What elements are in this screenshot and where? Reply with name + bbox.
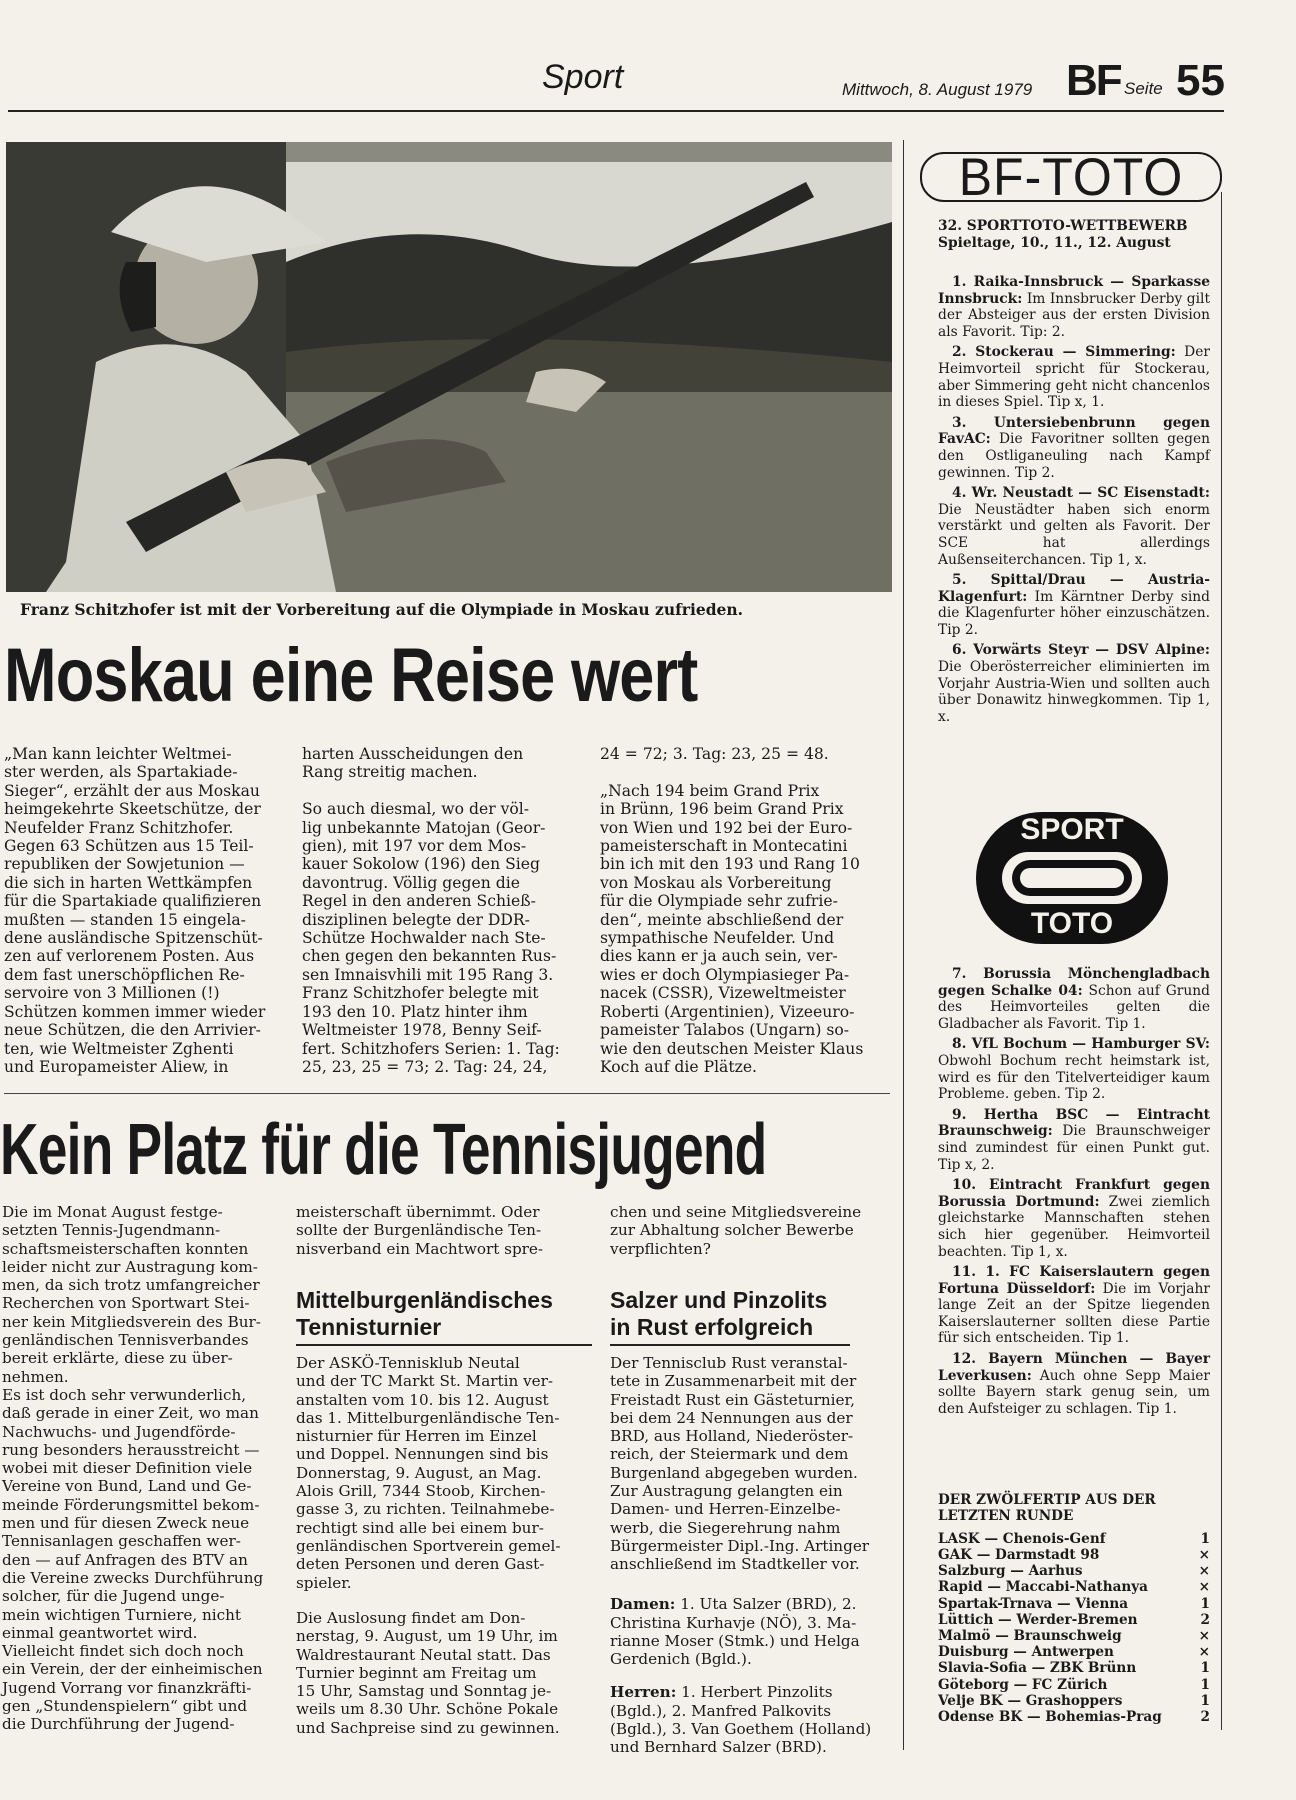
result-tip: 2 — [1200, 1611, 1210, 1628]
toto-tip: 6. Vorwärts Steyr — DSV Alpine: Die Oberösterreicher eliminierten im Vorjahr Austria-Wien und sollten auch über Donawitz hinwegkommen. Tip 1, x. — [938, 642, 1210, 725]
result-row — [938, 1612, 1210, 1628]
toto-tip: 8. VfL Bochum — Hamburger SV: Obwohl Bochum recht heimstark ist, wird es für den Titelverteidiger kaum Probleme. geben. Tip 2. — [938, 1036, 1210, 1103]
result-row — [938, 1563, 1210, 1579]
logo-sport-text: SPORT — [1020, 813, 1124, 846]
result-match: GAK — Darmstadt 98 — [938, 1547, 1100, 1564]
result-tip: × — [1198, 1563, 1210, 1580]
result-row — [938, 1693, 1210, 1709]
article-moskau-col1: „Man kann leichter Weltmei- ster werden, als Spartakiade- Sieger“, erzählt der aus Moskau heimgekehrte Skeetschütze, der Neufelder Franz Schitzhofer. Gegen 63 Schützen aus 15 Teil- republiken der Sowjetunion — die sich in harten Wettkämpfen für die Spartakiade qualifizieren mußten — standen 15 eingela- dene ausländische Spitzenschüt- zen auf verlorenem Posten. Aus dem fast unerschöpflichen Re- servoire von 3 Millionen (!) Schützen kommen immer wieder neue Schützen, die den Arrivier- ten, wie Weltmeister Zghenti und Europameister Aliew, in — [4, 745, 266, 1076]
photo-shooter-image — [6, 142, 892, 592]
subhead-mittelburgenland: Mittelburgenländisches Tennisturnier — [296, 1287, 592, 1346]
result-tip: × — [1198, 1628, 1210, 1645]
column-rule — [1221, 192, 1222, 1730]
result-match: Rapid — Maccabi-Nathanya — [938, 1579, 1148, 1596]
photo-shooter — [6, 142, 892, 592]
result-tip: × — [1198, 1579, 1210, 1596]
header-rule — [8, 110, 1224, 112]
results-list — [938, 1531, 1210, 1725]
result-tip: 1 — [1200, 1676, 1210, 1693]
toto-tips-b — [938, 966, 1210, 1421]
result-tip: 1 — [1200, 1692, 1210, 1709]
results-title: DER ZWÖLFERTIP AUS DER LETZTEN RUNDE — [938, 1492, 1156, 1525]
result-tip: 1 — [1200, 1530, 1210, 1547]
herren-label: Herren: — [610, 1683, 677, 1702]
toto-tip: 10. Eintracht Frankfurt gegen Borussia Dortmund: Zwei ziemlich gleichstarke Mannschaften stehen sich hier gegenüber. Heimvorteil beachten. Tip 1, x. — [938, 1177, 1210, 1260]
page-label: Seite — [1124, 79, 1163, 98]
result-match: Göteborg — FC Zürich — [938, 1676, 1108, 1693]
result-tip: 1 — [1200, 1595, 1210, 1612]
article-moskau-col3: 24 = 72; 3. Tag: 23, 25 = 48. „Nach 194 beim Grand Prix in Brünn, 196 beim Grand Prix von Wien und 192 bei der Euro- pameisterschaft in Montecatini bin ich mit den 193 und Rang 10 von Moskau als Vorbereitung für die Olympiade sehr zufrie- den“, meinte abschließend der sympathische Neufelder. Und dies kann er ja auch sein, ver- wies er doch Olympiasieger Pa- nacek (CSSR), Vizeweltmeister Roberti (Argentinien), Vizeeuro- pameister Talabos (Ungarn) so- wie den deutschen Meister Klaus Koch auf die Plätze. — [600, 745, 864, 1076]
result-match: Malmö — Braunschweig — [938, 1628, 1122, 1645]
result-tip: × — [1198, 1644, 1210, 1661]
section-title: Sport — [542, 58, 624, 96]
result-match: Odense BK — Bohemias-Prag — [938, 1709, 1162, 1726]
result-row — [938, 1660, 1210, 1676]
result-row — [938, 1709, 1210, 1725]
toto-title: BF-TOTO — [958, 147, 1184, 207]
toto-tip: 5. Spittal/Drau — Austria-Klagenfurt: Im Kärntner Derby sind die Klagenfurter höher einzuschätzen. Tip 2. — [938, 572, 1210, 638]
result-row — [938, 1628, 1210, 1644]
article-moskau-col2: harten Ausscheidungen den Rang streitig machen. So auch diesmal, wo der völ- lig unbekannte Matojan (Geor- gien), mit 197 vor dem Mos- kauer Sokolow (196) den Sieg davontrug. Völlig gegen die Regel in den anderen Schieß- disziplinen belegte der DDR- Schütze Hochwalder nach Ste- chen gegen den bekannten Rus- sen Imnaisvhili mit 195 Rang 3. Franz Schitzhofer belegte mit 193 den 10. Platz hinter ihm Weltmeister 1978, Benny Seif- fert. Schitzhofers Serien: 1. Tag: 25, 23, 25 = 73; 2. Tag: 24, 24, — [302, 745, 560, 1076]
toto-tip: 9. Hertha BSC — Eintracht Braunschweig: Die Braunschweiger sind zumindest für einen Punkt gut. Tip x, 2. — [938, 1106, 1210, 1173]
toto-tip: 11. 1. FC Kaiserslautern gegen Fortuna Düsseldorf: Die im Vorjahr lange Zeit an der Spitze liegenden Kaiserslauterner sollten diese Partie für sich entscheiden. Tip 1. — [938, 1264, 1211, 1347]
article-rust-herren — [610, 1665, 908, 1756]
result-row — [938, 1579, 1210, 1595]
result-match: Spartak-Trnava — Vienna — [938, 1595, 1129, 1612]
result-tip: 2 — [1200, 1709, 1210, 1726]
headline-tennisjugend: Kein Platz für die Tennisjugend — [0, 1110, 767, 1190]
toto-tip: 7. Borussia Mönchengladbach gegen Schalke 04: Schon auf Grund des Heimvorteiles gelten die Gladbacher als Favorit. Tip 1. — [938, 966, 1210, 1032]
toto-tip: 3. Untersiebenbrunn gegen FavAC: Die Favoritner sollten gegen den Ostliganeuling nach Kampf gewinnen. Tip 2. — [938, 414, 1210, 481]
toto-intro-days: Spieltage, 10., 11., 12. August — [938, 234, 1171, 251]
result-match: Salzburg — Aarhus — [938, 1563, 1083, 1580]
photo-caption: Franz Schitzhofer ist mit der Vorbereitung auf die Olympiade in Moskau zufrieden. — [20, 600, 744, 619]
toto-intro-title: 32. SPORTTOTO-WETTBEWERB — [938, 218, 1188, 234]
headline-moskau: Moskau eine Reise wert — [4, 633, 698, 718]
toto-tip: 4. Wr. Neustadt — SC Eisenstadt: Die Neustädter haben sich enorm verstärkt und gelten als Favorit. Der SCE hat allerdings Außenseiterchancen. Tip 1, x. — [938, 485, 1210, 568]
result-row — [938, 1644, 1210, 1660]
article-mittelburgenland-body2: Die Auslosung findet am Don- nerstag, 9. August, um 19 Uhr, im Waldrestaurant Neutal statt. Das Turnier beginnt am Freitag um 15 Uhr, Samstag und Sonntag je- weils um 8.30 Uhr. Schöne Pokale und Sachpreise sind zu gewinnen. — [296, 1609, 560, 1737]
result-match: Slavia-Sofia — ZBK Brünn — [938, 1660, 1137, 1677]
article-rule — [4, 1093, 890, 1094]
result-match: Velje BK — Grashoppers — [938, 1692, 1123, 1709]
subhead-rust: Salzer und Pinzolits in Rust erfolgreich — [610, 1287, 850, 1346]
result-row — [938, 1547, 1210, 1563]
sport-toto-logo — [972, 808, 1172, 948]
bf-logo: BF — [1066, 56, 1121, 105]
article-tennisjugend-col2: meisterschaft übernimmt. Oder sollte der Burgenländische Ten- nisverband ein Machtwort spre- — [296, 1203, 544, 1258]
herren-results: 1. Herbert Pinzolits (Bgld.), 2. Manfred Palkovits (Bgld.), 3. Van Goethem (Holland) und Bernhard Salzer (BRD). — [610, 1683, 872, 1757]
result-tip: × — [1198, 1547, 1210, 1564]
result-match: LASK — Chenois-Genf — [938, 1530, 1106, 1547]
toto-intro — [938, 218, 1210, 251]
toto-results — [938, 1492, 1210, 1725]
page-number: 55 — [1176, 56, 1225, 105]
article-rust-body: Der Tennisclub Rust veranstal- tete in Zusammenarbeit mit der Freistadt Rust ein Gästeturnier, bei dem 24 Nennungen aus der BRD, aus Holland, Niederöster- reich, der Steiermark und dem Burgenland abgegeben wurden. Zur Austragung gelangten ein Damen- und Herren-Einzelbe- werb, die Siegerehrung nahm Bürgermeister Dipl.-Ing. Artinger anschließend im Stadtkeller vor. — [610, 1354, 870, 1574]
article-rust-damen — [610, 1577, 908, 1668]
toto-tip: 1. Raika-Innsbruck — Sparkasse Innsbruck: Im Innsbrucker Derby gilt der Absteiger aus der ersten Division als Favorit. Tip: 2. — [938, 274, 1210, 340]
result-row — [938, 1596, 1210, 1612]
logo-toto-text: TOTO — [1030, 907, 1114, 940]
result-match: Duisburg — Antwerpen — [938, 1644, 1114, 1661]
toto-tip: 12. Bayern München — Bayer Leverkusen: Auch ohne Sepp Maier sollte Bayern stark genug sein, um den Aufsteiger zu schlagen. Tip 1. — [938, 1351, 1210, 1417]
damen-label: Damen: — [610, 1595, 676, 1614]
article-tennisjugend-col3: chen und seine Mitgliedsvereine zur Abhaltung solcher Bewerbe verpflichten? — [610, 1203, 862, 1258]
article-mittelburgenland-body: Der ASKÖ-Tennisklub Neutal und der TC Markt St. Martin ver- anstalten vom 10. bis 12. August das 1. Mittelburgenländische Ten- nisturnier für Herren im Einzel und Doppel. Nennungen sind bis Donnerstag, 9. August, an Mag. Alois Grill, 7344 Stoob, Kirchen- gasse 3, zu richten. Teilnahmebe- rechtigt sind alle bei einem bur- genländischen Sportverein gemel- deten Personen und deren Gast- spieler. — [296, 1354, 561, 1592]
damen-results: 1. Uta Salzer (BRD), 2. Christina Kurhavje (NÖ), 3. Ma- rianne Moser (Stmk.) und Helga Gerdenich (Bgld.). — [610, 1595, 860, 1669]
toto-tip: 2. Stockerau — Simmering: Der Heimvorteil spricht für Stockerau, aber Simmering geht nicht chancenlos in dieses Spiel. Tip x, 1. — [938, 344, 1210, 411]
article-tennisjugend-col1: Die im Monat August festge- setzten Tennis-Jugendmann- schaftsmeisterschaften konnten leider nicht zur Austragung kom- men, da sich trotz umfangreicher Recherchen von Sportwart Stei- ner kein Mitgliedsverein des Bur- genländischen Tennisverbandes bereit erklärte, diese zu über- nehmen. Es ist doch sehr verwunderlich, daß gerade in einer Zeit, wo man Nachwuchs- und Jugendförde- rung besonders herausstreicht — wobei mit dieser Definition viele Vereine von Bund, Land und Ge- meinde Förderungsmittel bekom- men und für diesen Zweck neue Tennisanlagen geschaffen wer- den — auf Anfragen des BTV an die Vereine zwecks Durchführung solcher, für die Jugend unge- mein wichtigen Turniere, nicht einmal geantwortet wird. Vielleicht findet sich doch noch ein Verein, der der einheimischen Jugend Vorrang vor finanzkräfti- gen „Stundenspielern“ gibt und die Durchführung der Jugend- — [2, 1203, 264, 1734]
issue-date: Mittwoch, 8. August 1979 — [842, 80, 1033, 99]
result-tip: 1 — [1200, 1660, 1210, 1677]
result-row — [938, 1531, 1210, 1547]
toto-tips-a — [938, 274, 1210, 729]
result-match: Lüttich — Werder-Bremen — [938, 1611, 1138, 1628]
result-row — [938, 1677, 1210, 1693]
